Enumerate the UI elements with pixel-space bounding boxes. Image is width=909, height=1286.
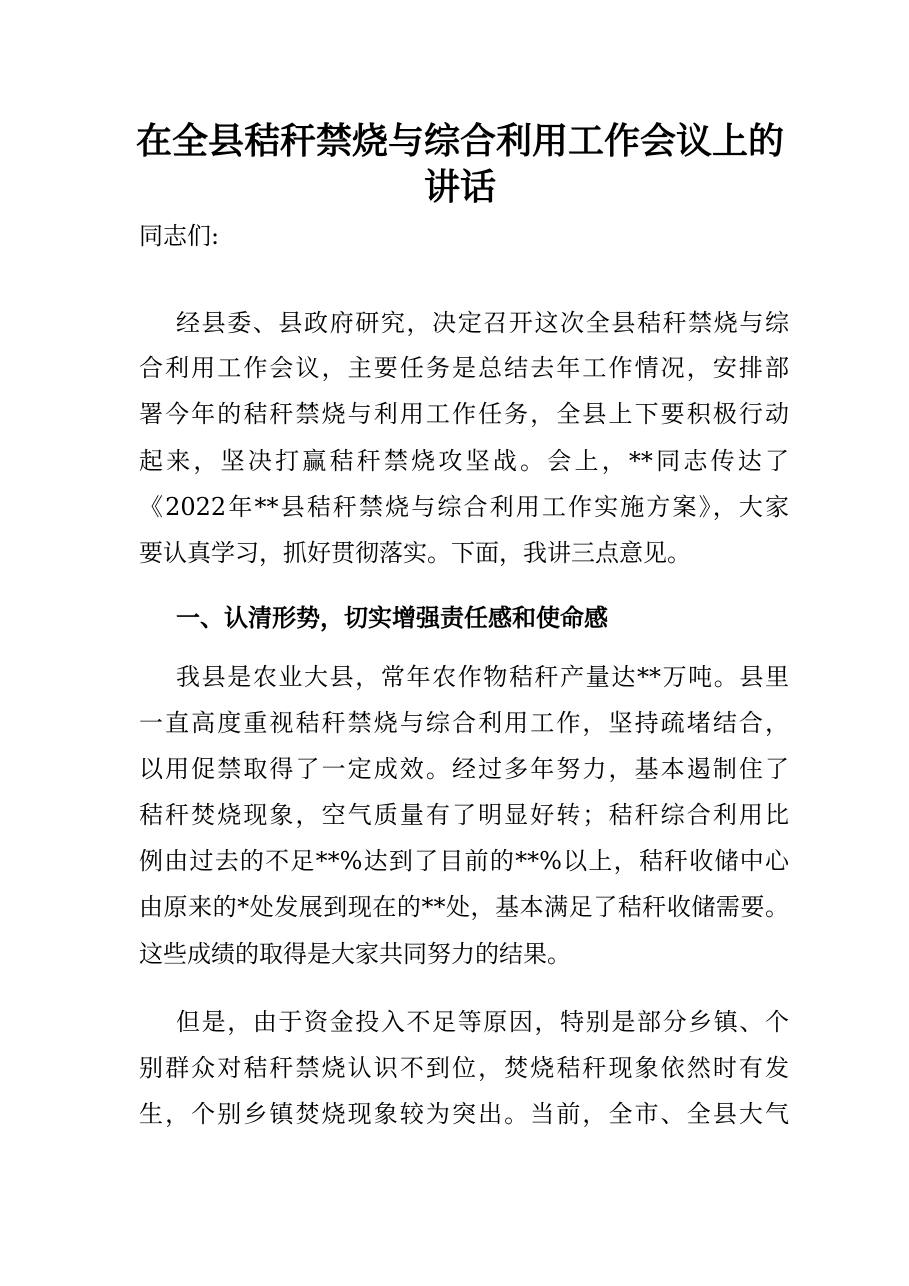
paragraph-2-line-3: 以用促禁取得了一定成效。经过多年努力，基本遏制住了: [139, 755, 789, 783]
paragraph-1-line-5: 《2022年**县秸秆禁烧与综合利用工作实施方案》，大家: [139, 493, 789, 521]
salutation: 同志们:: [139, 222, 220, 250]
section-heading-1: 一、认清形势，切实增强责任感和使命感: [176, 604, 608, 632]
paragraph-1-line-6: 要认真学习，抓好贯彻落实。下面，我讲三点意见。: [139, 539, 691, 567]
paragraph-1-line-3: 署今年的秸秆禁烧与利用工作任务，全县上下要积极行动: [139, 400, 789, 428]
paragraph-2-line-6: 由原来的*处发展到现在的**处，基本满足了秸秆收储需要。: [139, 893, 789, 921]
paragraph-3-line-1: 但是，由于资金投入不足等原因，特别是部分乡镇、个: [176, 1008, 789, 1036]
document-title-line-2: 讲话: [423, 166, 496, 208]
paragraph-2-line-4: 秸秆焚烧现象，空气质量有了明显好转；秸秆综合利用比: [139, 801, 789, 829]
paragraph-1-line-1: 经县委、县政府研究，决定召开这次全县秸秆禁烧与综: [176, 309, 789, 337]
paragraph-1-line-2: 合利用工作会议，主要任务是总结去年工作情况，安排部: [139, 354, 789, 382]
document-title-line-1: 在全县秸秆禁烧与综合利用工作会议上的: [135, 120, 784, 162]
paragraph-3-line-2: 别群众对秸秆禁烧认识不到位，焚烧秸秆现象依然时有发: [139, 1054, 789, 1082]
paragraph-2-line-7: 这些成绩的取得是大家共同努力的结果。: [139, 940, 571, 968]
paragraph-3-line-3: 生，个别乡镇焚烧现象较为突出。当前，全市、全县大气: [139, 1100, 789, 1128]
paragraph-2-line-5: 例由过去的不足**%达到了目前的**%以上，秸秆收储中心: [139, 847, 789, 875]
paragraph-1-line-4: 起来，坚决打赢秸秆禁烧攻坚战。会上，**同志传达了: [139, 447, 789, 475]
paragraph-2-line-1: 我县是农业大县，常年农作物秸秆产量达**万吨。县里: [176, 663, 789, 691]
paragraph-2-line-2: 一直高度重视秸秆禁烧与综合利用工作，坚持疏堵结合，: [139, 709, 789, 737]
